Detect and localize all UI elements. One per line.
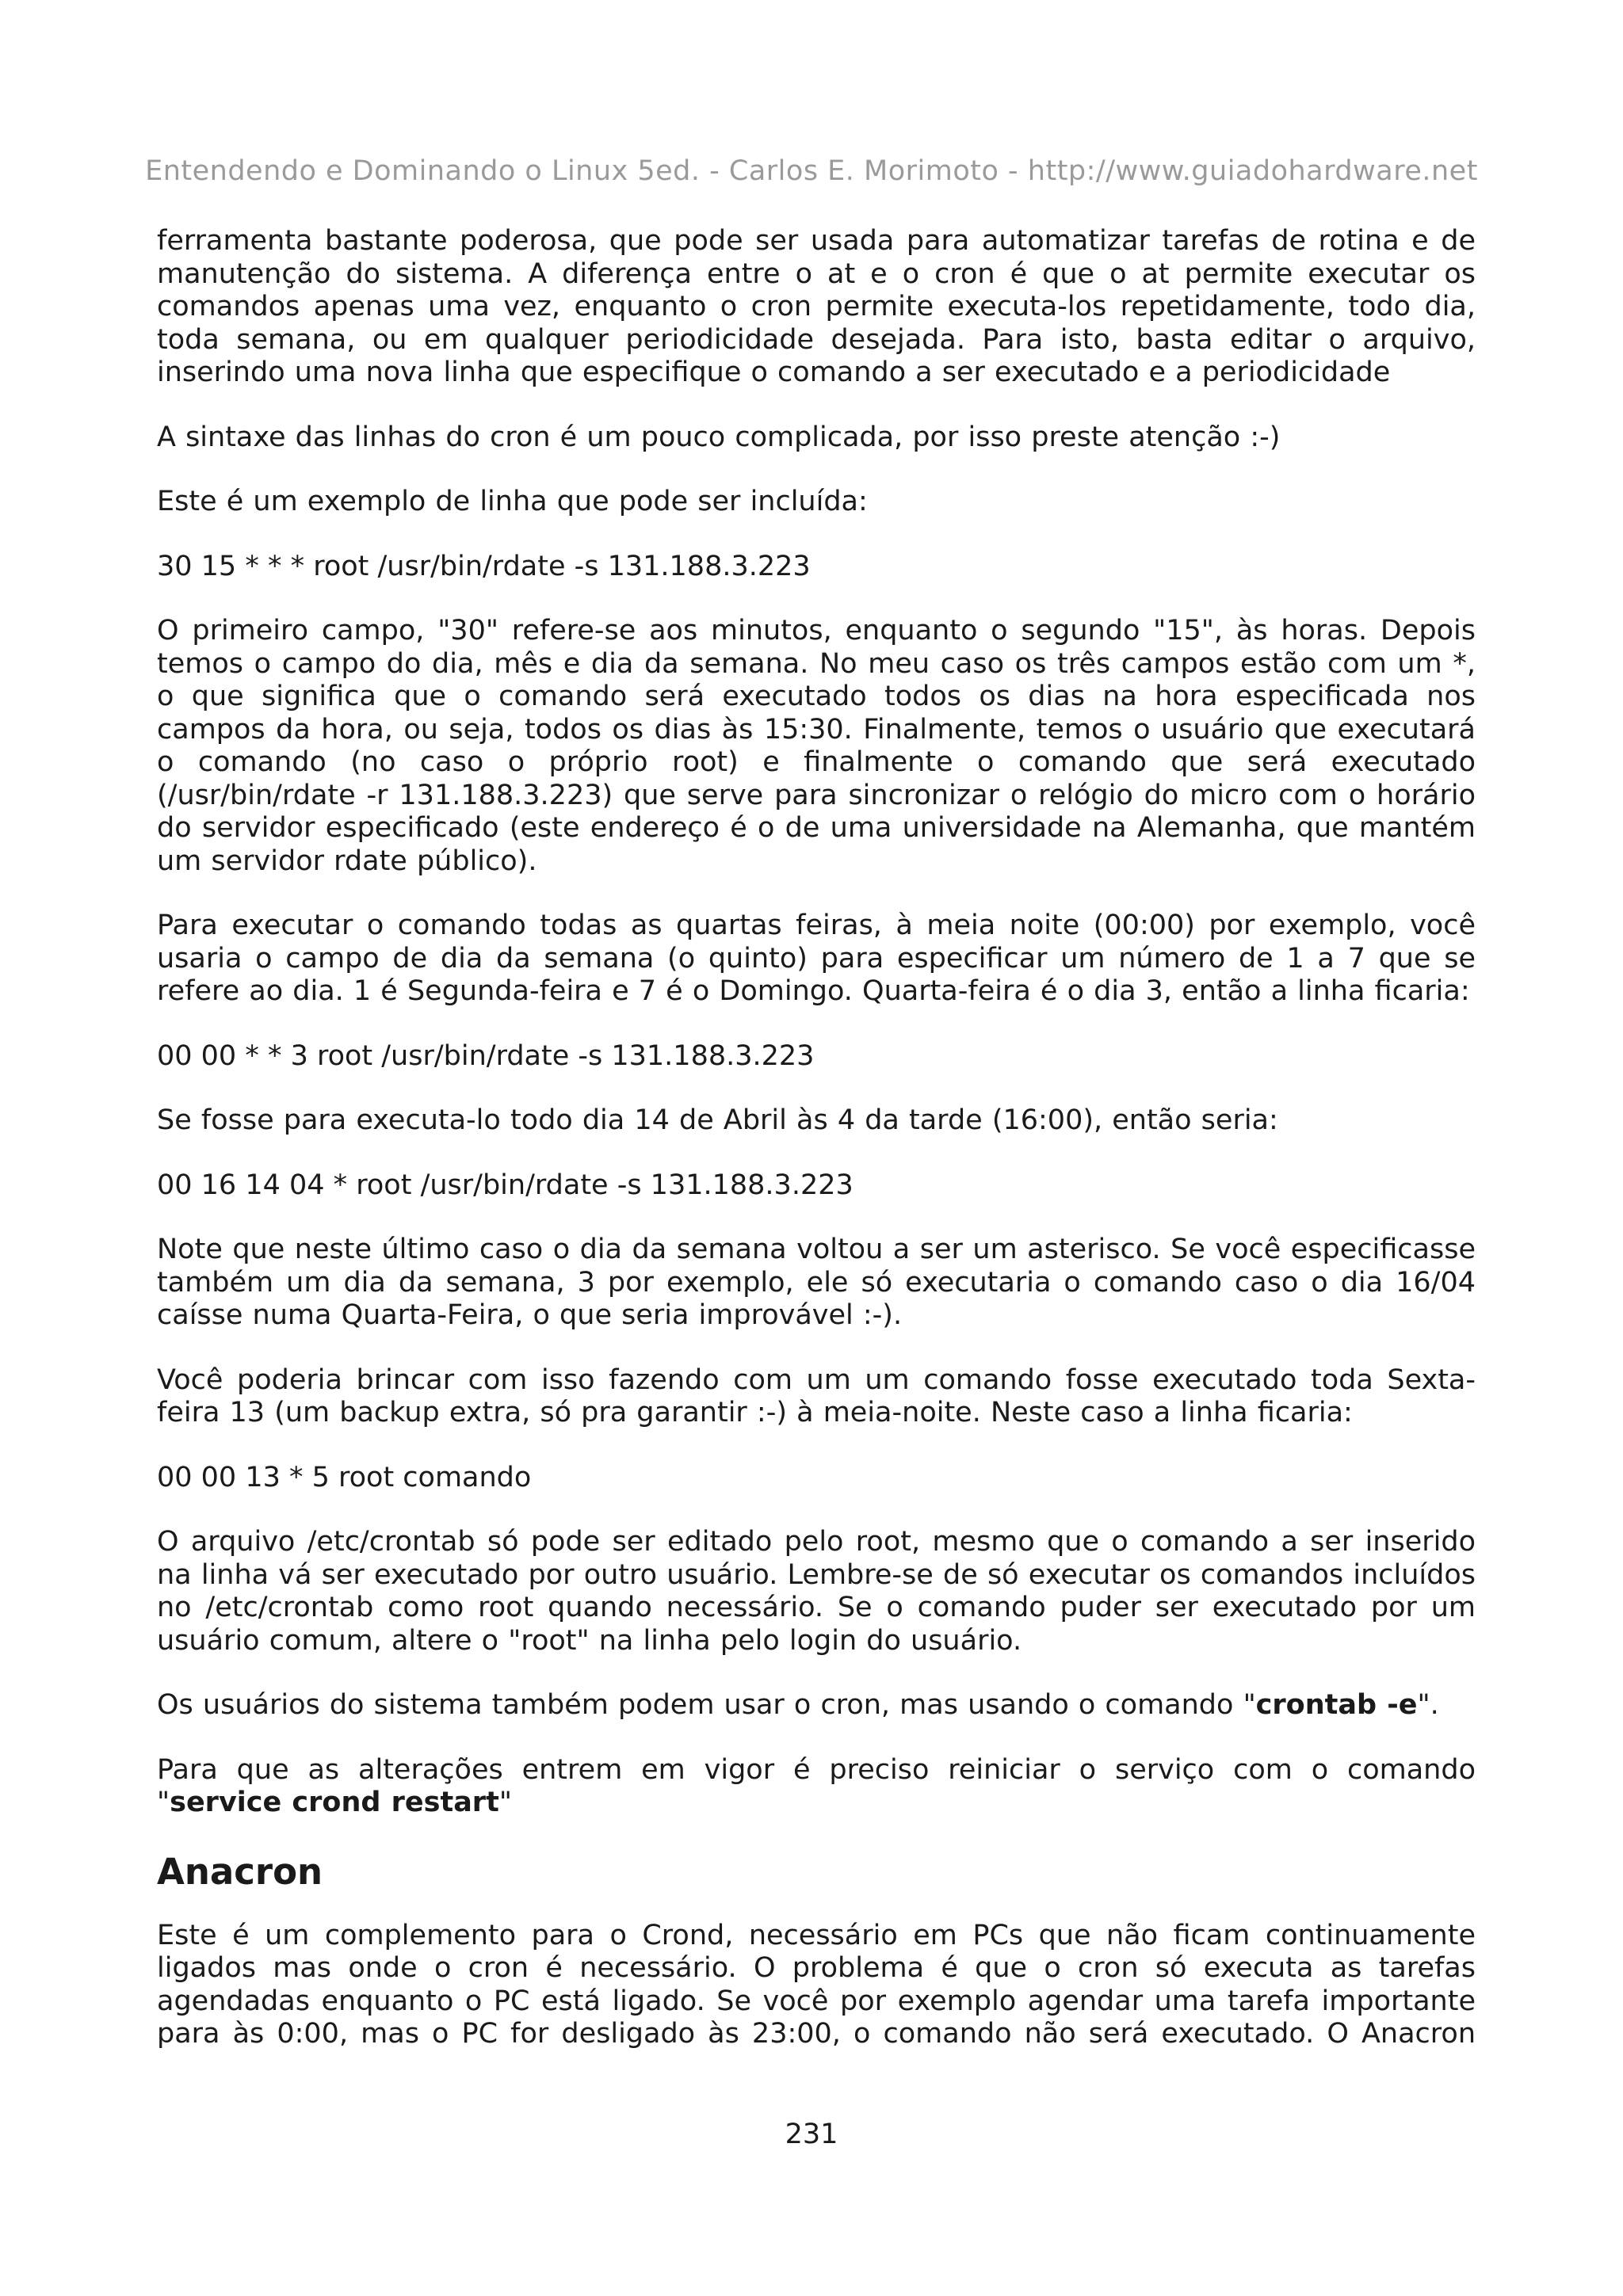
- command-example-2: 00 00 * * 3 root /usr/bin/rdate -s 131.188.3.223: [157, 1039, 815, 1072]
- text-segment: ".: [1417, 1689, 1439, 1721]
- paragraph-crontab-root: O arquivo /etc/crontab só pode ser editado pelo root, mesmo que o comando a ser inserido na linha vá ser executado por outro usuário. Lembre-se de só executar os comandos incluídos no /etc/crontab como root quando necessário. Se o comando puder ser executado por um usuário comum, altere o "root" na linha pelo login do usuário.: [157, 1526, 1476, 1657]
- command-example-1: 30 15 * * * root /usr/bin/rdate -s 131.188.3.223: [157, 550, 811, 582]
- command-crontab-e: crontab -e: [1255, 1689, 1418, 1721]
- command-example-3: 00 16 14 04 * root /usr/bin/rdate -s 131.188.3.223: [157, 1169, 854, 1201]
- page-body: [157, 225, 1476, 2083]
- paragraph-crontab-users: [157, 1689, 1476, 1722]
- paragraph-fields-explanation: O primeiro campo, "30" refere-se aos minutos, enquanto o segundo "15", às horas. Depois temos o campo do dia, mês e dia da semana. No meu caso os três campos estão com um *, o que significa que o comando será executado todos os dias na hora especificada nos campos da hora, ou seja, todos os dias às 15:30. Finalmente, temos o usuário que executará o comando (no caso o próprio root) e finalmente o comando que será executado (/usr/bin/rdate -r 131.188.3.223) que serve para sincronizar o relógio do micro com o horário do servidor especificado (este endereço é o de uma universidade na Alemanha, que mantém um servidor rdate público).: [157, 615, 1476, 877]
- command-service-crond-restart: service crond restart: [170, 1787, 499, 1818]
- text-segment: Os usuários do sistema também podem usar o cron, mas usando o comando ": [157, 1689, 1256, 1721]
- paragraph-cron-intro: ferramenta bastante poderosa, que pode ser usada para automatizar tarefas de rotina e de manutenção do sistema. A diferença entre o at e o cron é que o at permite executar os comandos apenas uma vez, enquanto o cron permite executa-los repetidamente, todo dia, toda semana, ou em qualquer periodicidade desejada. Para isto, basta editar o arquivo, inserindo uma nova linha que especifique o comando a ser executado e a periodicidade: [157, 225, 1476, 388]
- paragraph-service-restart: [157, 1754, 1476, 1820]
- section-heading-anacron: Anacron: [157, 1850, 323, 1893]
- running-header: Entendendo e Dominando o Linux 5ed. - Carlos E. Morimoto - http://www.guiadohardware.net: [145, 155, 1478, 187]
- text-segment: ": [498, 1787, 512, 1818]
- paragraph-april-example: Se fosse para executa-lo todo dia 14 de Abril às 4 da tarde (16:00), então seria:: [157, 1104, 1278, 1136]
- paragraph-anacron-intro: Este é um complemento para o Crond, necessário em PCs que não ficam continuamente ligados mas onde o cron é necessário. O problema é que o cron só executa as tarefas agendadas enquanto o PC está ligado. Se você por exemplo agendar uma tarefa importante para às 0:00, mas o PC for desligado às 23:00, o comando não será executado. O Anacron: [157, 1919, 1476, 2050]
- paragraph-example-intro: Este é um exemplo de linha que pode ser incluída:: [157, 486, 868, 517]
- text-segment: Para que as alterações entrem em vigor é preciso reiniciar o serviço com o comando ": [157, 1753, 1476, 1818]
- paragraph-friday13-example: Você poderia brincar com isso fazendo com um um comando fosse executado toda Sexta-feira 13 (um backup extra, só pra garantir :-) à meia-noite. Neste caso a linha ficaria:: [157, 1363, 1476, 1428]
- page-number: 231: [785, 2119, 838, 2150]
- paragraph-asterisk-note: Note que neste último caso o dia da semana voltou a ser um asterisco. Se você especificasse também um dia da semana, 3 por exemplo, ele só executaria o comando caso o dia 16/04 caísse numa Quarta-Feira, o que seria improvável :-).: [157, 1234, 1476, 1331]
- paragraph-cron-syntax: A sintaxe das linhas do cron é um pouco complicada, por isso preste atenção :-): [157, 421, 1281, 453]
- paragraph-wednesday-example: Para executar o comando todas as quartas feiras, à meia noite (00:00) por exemplo, você usaria o campo de dia da semana (o quinto) para especificar um número de 1 a 7 que se refere ao dia. 1 é Segunda-feira e 7 é o Domingo. Quarta-feira é o dia 3, então a linha ficaria:: [157, 910, 1476, 1007]
- command-example-4: 00 00 13 * 5 root comando: [157, 1461, 532, 1493]
